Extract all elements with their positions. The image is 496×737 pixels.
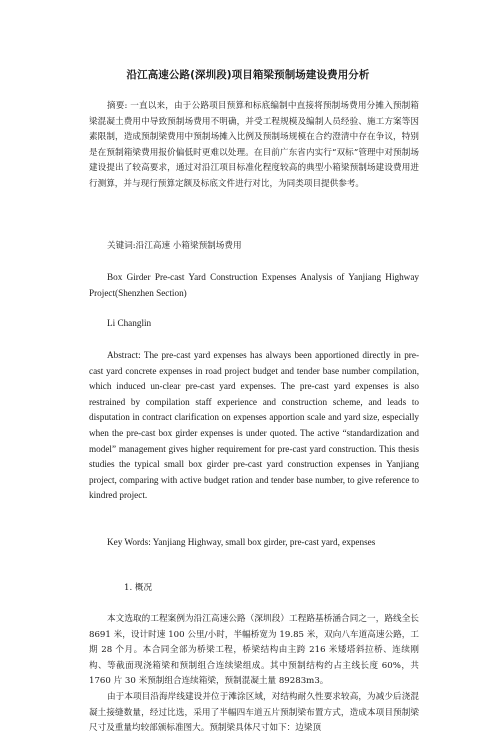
author-name: Li Changlin (107, 318, 152, 328)
keywords-cn: 关键词:沿江高速 小箱梁预制场费用 (107, 241, 242, 251)
section-paragraph-2: 由于本项目沿海岸线建设并位于滩涂区域，对结构耐久性要求较高，为减少后浇混凝土接缝数量，经过比选，采用了半幅四车道五片预制梁布置方式，造成本项目预制梁尺寸及重量均较部颁标准图大。预制梁具体尺寸如下：边梁顶 (89, 692, 419, 734)
keywords-en: Key Words: Yanjiang Highway, small box girder, pre-cast yard, expenses (107, 537, 376, 547)
section-paragraph-1: 本文选取的工程案例为沿江高速公路（深圳段）工程路基桥涵合同之一，路线全长 8691 米，设计时速 100 公里/小时，半幅桥宽为 19.85 米，双向八车道高速公路，工期 28 个月。本合同全部为桥梁工程，桥梁结构由主跨 216 米矮塔斜拉桥、连续刚构、等截面现浇箱梁和预制组合连续梁组成。其中预制结构约占主线长度 60%，共 1760 片 30 米预制组合连续箱梁，预制混凝土量 89283m3。 (89, 614, 419, 687)
english-title: Box Girder Pre-cast Yard Construction Expenses Analysis of Yanjiang Highway Project(Shenzhen Section) (89, 272, 419, 298)
paper-title: 沿江高速公路(深圳段)项目箱梁预制场建设费用分析 (126, 69, 370, 81)
abstract-cn: 摘要: 一直以来，由于公路项目预算和标底编制中直接将预制场费用分摊入预制箱梁混凝土费用中导致预制场费用不明确，并受工程规模及编制人员经验、施工方案等因素限制，造成预制梁费用中预制场摊入比例及预制场规模在合约澄清中存在争议，特别是在预制箱梁费用报价偏低时更难以处理。在目前广东省内实行“双标”管理中对预制场建设提出了较高要求，通过对沿江项目标准化程度较高的典型小箱梁预制场建设费用进行测算，并与现行预算定额及标底文件进行对比，为同类项目提供参考。 (89, 101, 419, 189)
abstract-en: Abstract: The pre-cast yard expenses has always been apportioned directly in pre-cast yard concrete expenses in road project budget and tender base number compilation, which induced un-clear pre-cast yard expenses. The pre-cast yard expenses is also restrained by compilation staff experience and construction scheme, and leads to disputation in contract clarification on expenses apportion scale and yard size, especially when the pre-cast box girder expenses is under quoted. The active “standardization and model” management gives higher requirement for pre-cast yard construction. This thesis studies the typical small box girder pre-cast yard construction expenses in Yanjiang project, comparing with active budget ration and tender base number, to give reference to kindred project. (89, 350, 419, 501)
section-heading: 1. 概况 (124, 583, 153, 593)
